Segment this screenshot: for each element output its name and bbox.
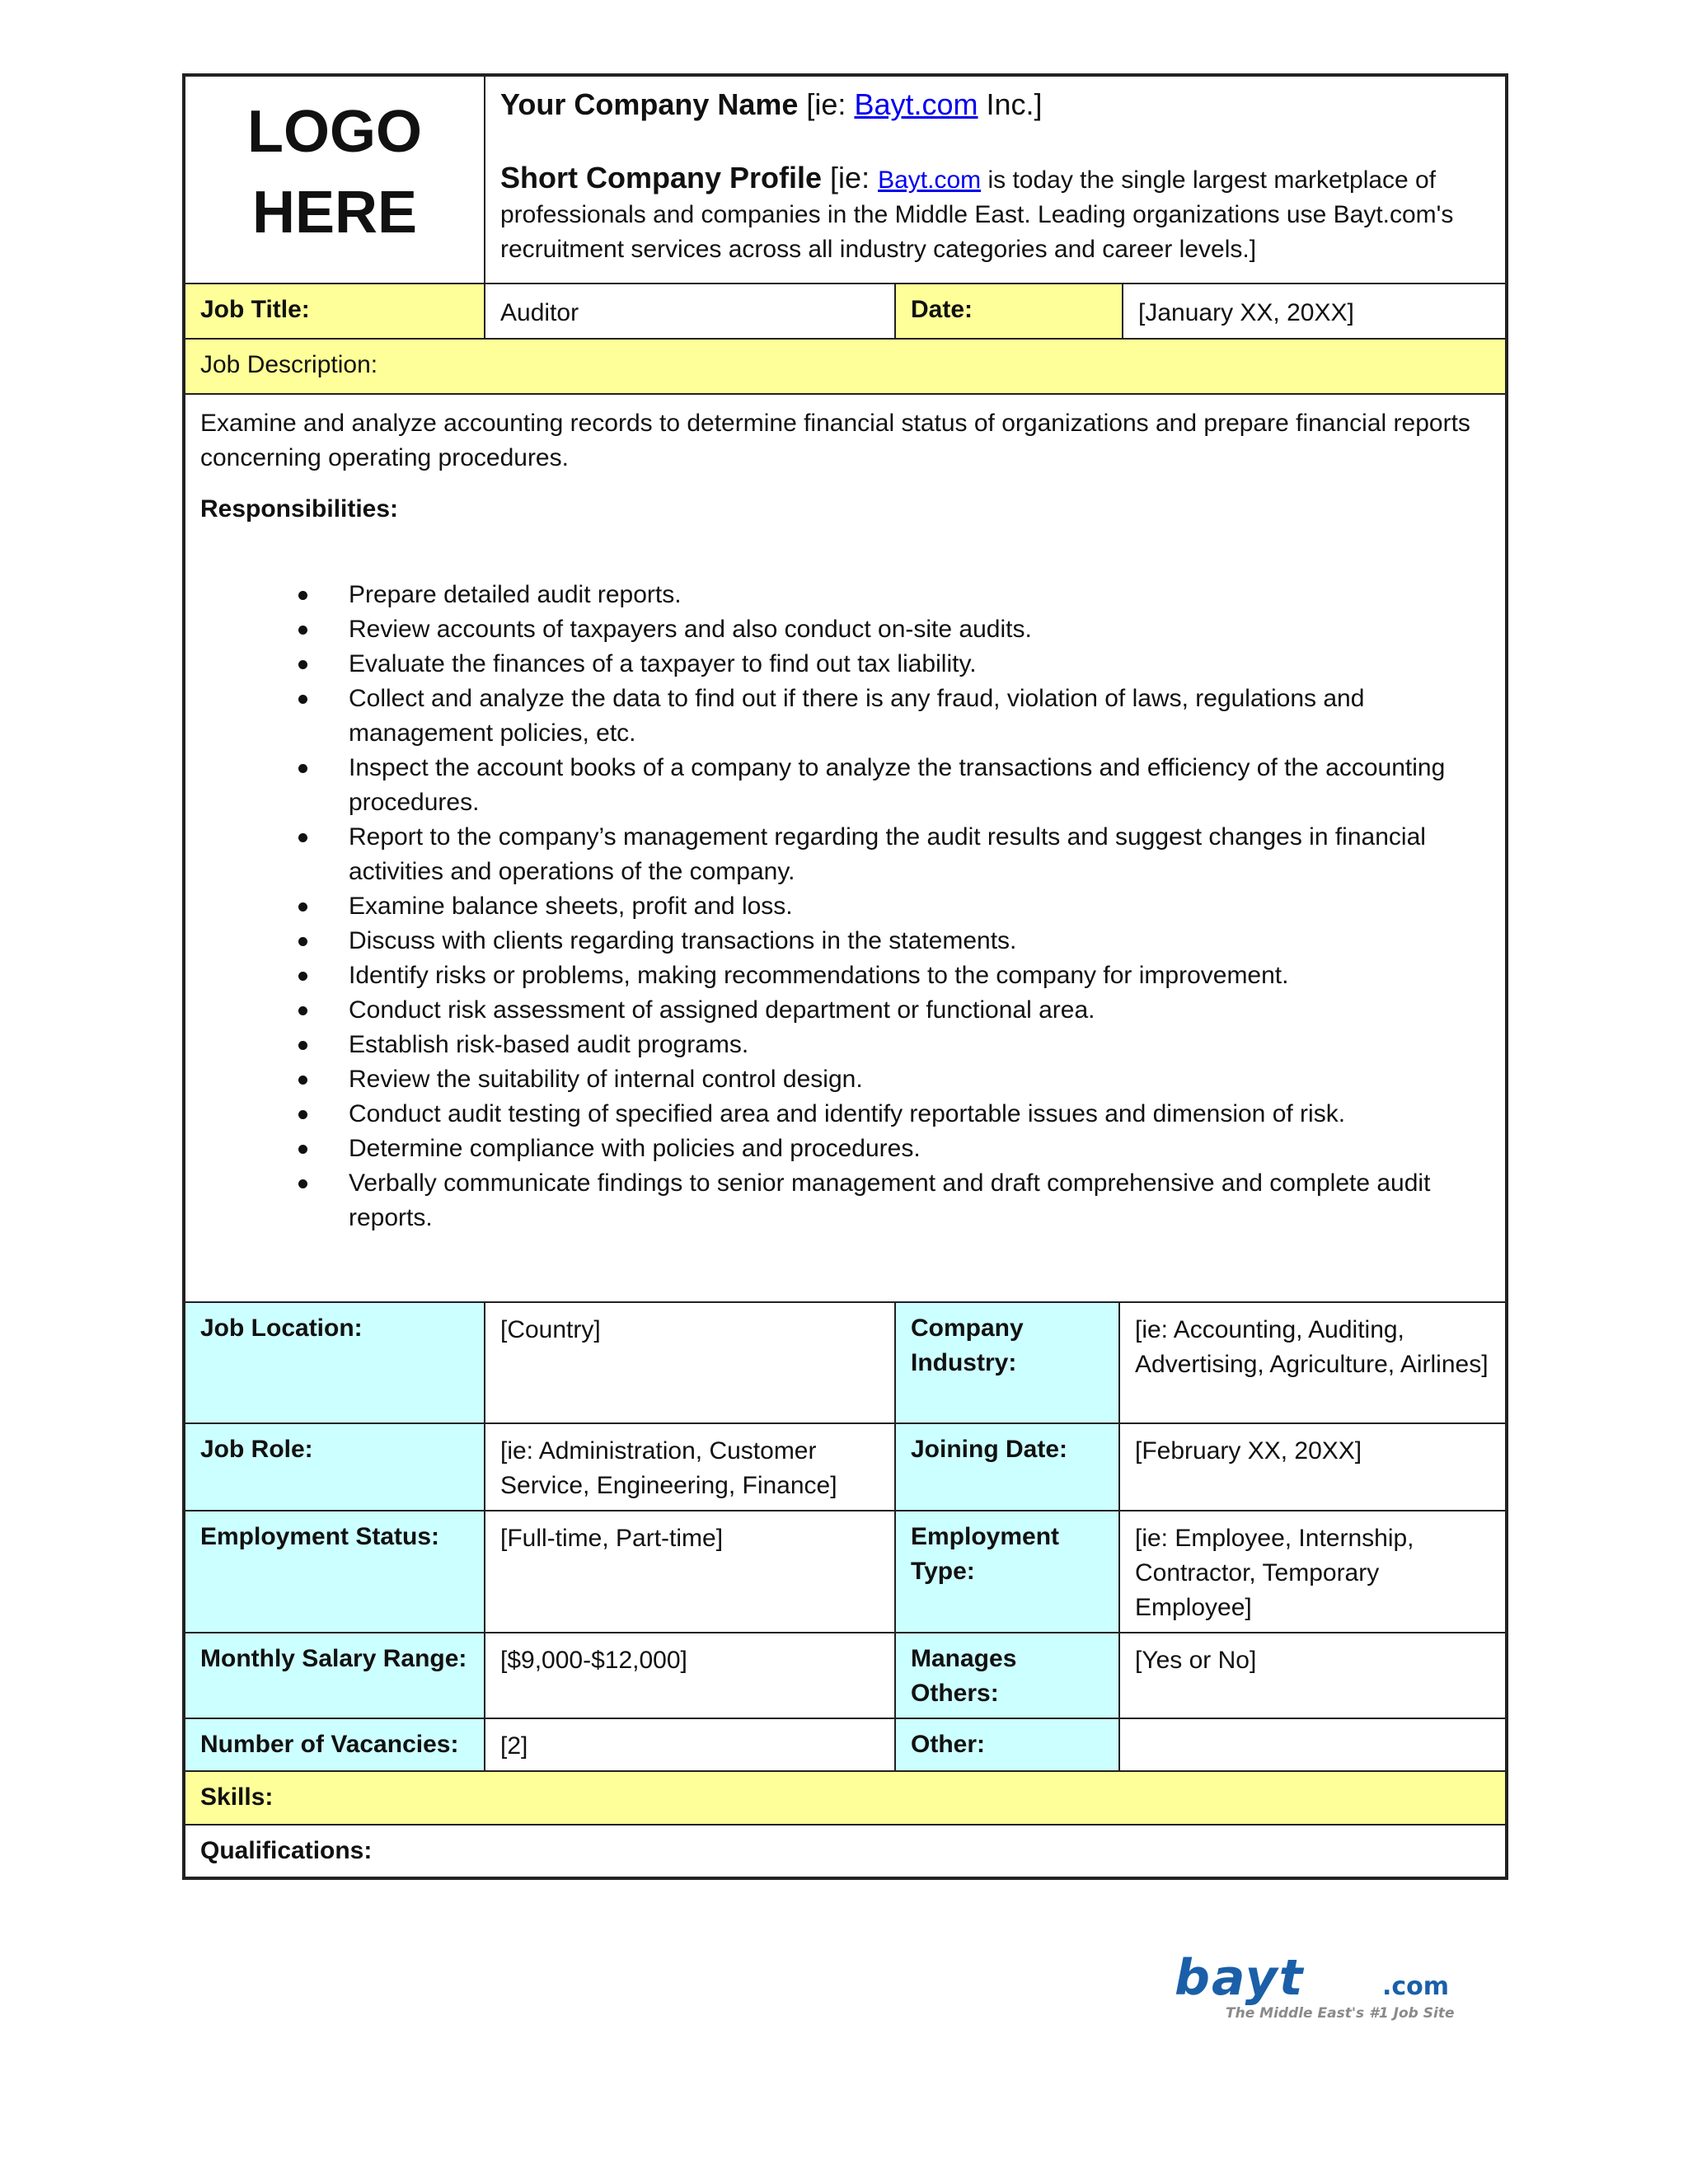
company-name-link[interactable]: Bayt.com	[854, 87, 978, 121]
manages-others-label: Manages Others:	[895, 1633, 1119, 1718]
skills-table	[184, 1772, 1507, 1878]
logo-line-2: HERE	[251, 180, 418, 246]
responsibility-text: Identify risks or problems, making recommendations to the company for improvement.	[349, 962, 1289, 989]
header-table	[184, 75, 1507, 284]
responsibility-item	[349, 647, 1490, 682]
title-date-table	[184, 284, 1507, 340]
bullet-icon	[298, 660, 307, 669]
bayt-logo	[1175, 1955, 1479, 2021]
bullet-icon	[298, 937, 307, 946]
date-label: Date:	[895, 284, 1123, 339]
responsibility-item	[349, 751, 1490, 820]
bullet-icon	[298, 1076, 307, 1085]
bullet-icon	[298, 626, 307, 635]
responsibilities-heading: Responsibilities:	[200, 495, 399, 523]
job-description-form	[182, 73, 1508, 1880]
manages-others-value: [Yes or No]	[1119, 1633, 1506, 1718]
responsibility-text: Prepare detailed audit reports.	[349, 581, 682, 608]
job-description-body	[185, 394, 1506, 1302]
responsibility-text: Evaluate the finances of a taxpayer to find out tax liability.	[349, 650, 977, 677]
company-info	[485, 76, 1506, 284]
company-industry-label: Company Industry:	[895, 1303, 1119, 1423]
responsibility-item	[349, 578, 1490, 612]
other-value	[1119, 1718, 1506, 1771]
responsibility-item	[349, 1166, 1490, 1235]
job-role-label: Job Role:	[185, 1423, 485, 1511]
bullet-icon	[298, 1041, 307, 1050]
responsibility-item	[349, 612, 1490, 647]
joining-date-label: Joining Date:	[895, 1423, 1119, 1511]
responsibility-item	[349, 958, 1490, 993]
date-value: [January XX, 20XX]	[1123, 284, 1506, 339]
job-title-value: Auditor	[485, 284, 895, 339]
details-table	[184, 1303, 1507, 1772]
logo-line-1: LOGO	[247, 99, 422, 165]
responsibility-text: Review the suitability of internal control design.	[349, 1066, 863, 1093]
responsibility-text: Conduct audit testing of specified area and identify reportable issues and dimension of risk.	[349, 1100, 1346, 1127]
qualifications-label: Qualifications:	[185, 1825, 1506, 1877]
responsibility-text: Examine balance sheets, profit and loss.	[349, 893, 793, 920]
company-profile-link[interactable]: Bayt.com	[878, 166, 982, 194]
bullet-icon	[298, 591, 307, 600]
salary-range-label: Monthly Salary Range:	[185, 1633, 485, 1718]
joining-date-value: [February XX, 20XX]	[1119, 1423, 1506, 1511]
bullet-icon	[298, 1006, 307, 1015]
bayt-logo-brand: bayt	[1175, 1955, 1305, 2007]
description-table	[184, 340, 1507, 1303]
bullet-icon	[298, 902, 307, 912]
responsibilities-list	[200, 578, 1490, 1235]
bayt-logo-tagline: The Middle East's #1 Job Site	[1226, 2005, 1455, 2021]
employment-type-value: [ie: Employee, Internship, Contractor, Temporary Employee]	[1119, 1511, 1506, 1633]
responsibility-text: Verbally communicate findings to senior management and draft comprehensive and complete audit reports.	[349, 1169, 1431, 1231]
bullet-icon	[298, 972, 307, 981]
bullet-icon	[298, 764, 307, 773]
job-summary: Examine and analyze accounting records to determine financial status of organizations and prepare financial reports concerning operating procedures.	[200, 410, 1470, 471]
employment-type-label: Employment Type:	[895, 1511, 1119, 1633]
employment-status-value: [Full-time, Part-time]	[485, 1511, 895, 1633]
bullet-icon	[298, 1110, 307, 1119]
bullet-icon	[298, 1179, 307, 1188]
responsibility-item	[349, 1132, 1490, 1166]
employment-status-label: Employment Status:	[185, 1511, 485, 1633]
job-location-value: [Country]	[485, 1303, 895, 1423]
bayt-logo-suffix: .com	[1382, 1972, 1450, 2001]
salary-range-value: [$9,000-$12,000]	[485, 1633, 895, 1718]
company-industry-value: [ie: Accounting, Auditing, Advertising, Agriculture, Airlines]	[1119, 1303, 1506, 1423]
responsibility-item	[349, 1028, 1490, 1062]
bullet-icon	[298, 833, 307, 842]
responsibility-text: Review accounts of taxpayers and also conduct on-site audits.	[349, 616, 1032, 643]
responsibility-item	[349, 682, 1490, 751]
vacancies-label: Number of Vacancies:	[185, 1718, 485, 1771]
responsibility-item	[349, 993, 1490, 1028]
company-name: Your Company Name [ie: Bayt.com Inc.]	[500, 87, 1043, 121]
responsibility-item	[349, 1062, 1490, 1097]
responsibility-item	[349, 889, 1490, 924]
responsibility-text: Determine compliance with policies and procedures.	[349, 1135, 921, 1162]
responsibility-item	[349, 820, 1490, 889]
logo-placeholder	[185, 76, 485, 284]
bullet-icon	[298, 695, 307, 704]
bullet-icon	[298, 1145, 307, 1154]
job-title-label: Job Title:	[185, 284, 485, 339]
responsibility-text: Collect and analyze the data to find out if there is any fraud, violation of laws, regulations and management policies, etc.	[349, 685, 1365, 747]
company-profile: Short Company Profile [ie: Bayt.com is today the single largest marketplace of professionals and companies in the Middle East. Leading organizations use Bayt.com's recruitment services across all industry categories and career levels.]	[500, 161, 1454, 263]
responsibility-text: Report to the company’s management regarding the audit results and suggest changes in financial activities and operations of the company.	[349, 823, 1426, 885]
responsibility-item	[349, 1097, 1490, 1132]
other-label: Other:	[895, 1718, 1119, 1771]
responsibility-text: Discuss with clients regarding transactions in the statements.	[349, 927, 1017, 954]
job-location-label: Job Location:	[185, 1303, 485, 1423]
job-role-value: [ie: Administration, Customer Service, Engineering, Finance]	[485, 1423, 895, 1511]
job-description-label: Job Description:	[185, 340, 1506, 394]
responsibility-text: Inspect the account books of a company to analyze the transactions and efficiency of the accounting procedures.	[349, 754, 1446, 816]
vacancies-value: [2]	[485, 1718, 895, 1771]
skills-label: Skills:	[185, 1772, 1506, 1825]
responsibility-text: Establish risk-based audit programs.	[349, 1031, 749, 1058]
responsibility-item	[349, 924, 1490, 958]
responsibility-text: Conduct risk assessment of assigned department or functional area.	[349, 996, 1095, 1024]
